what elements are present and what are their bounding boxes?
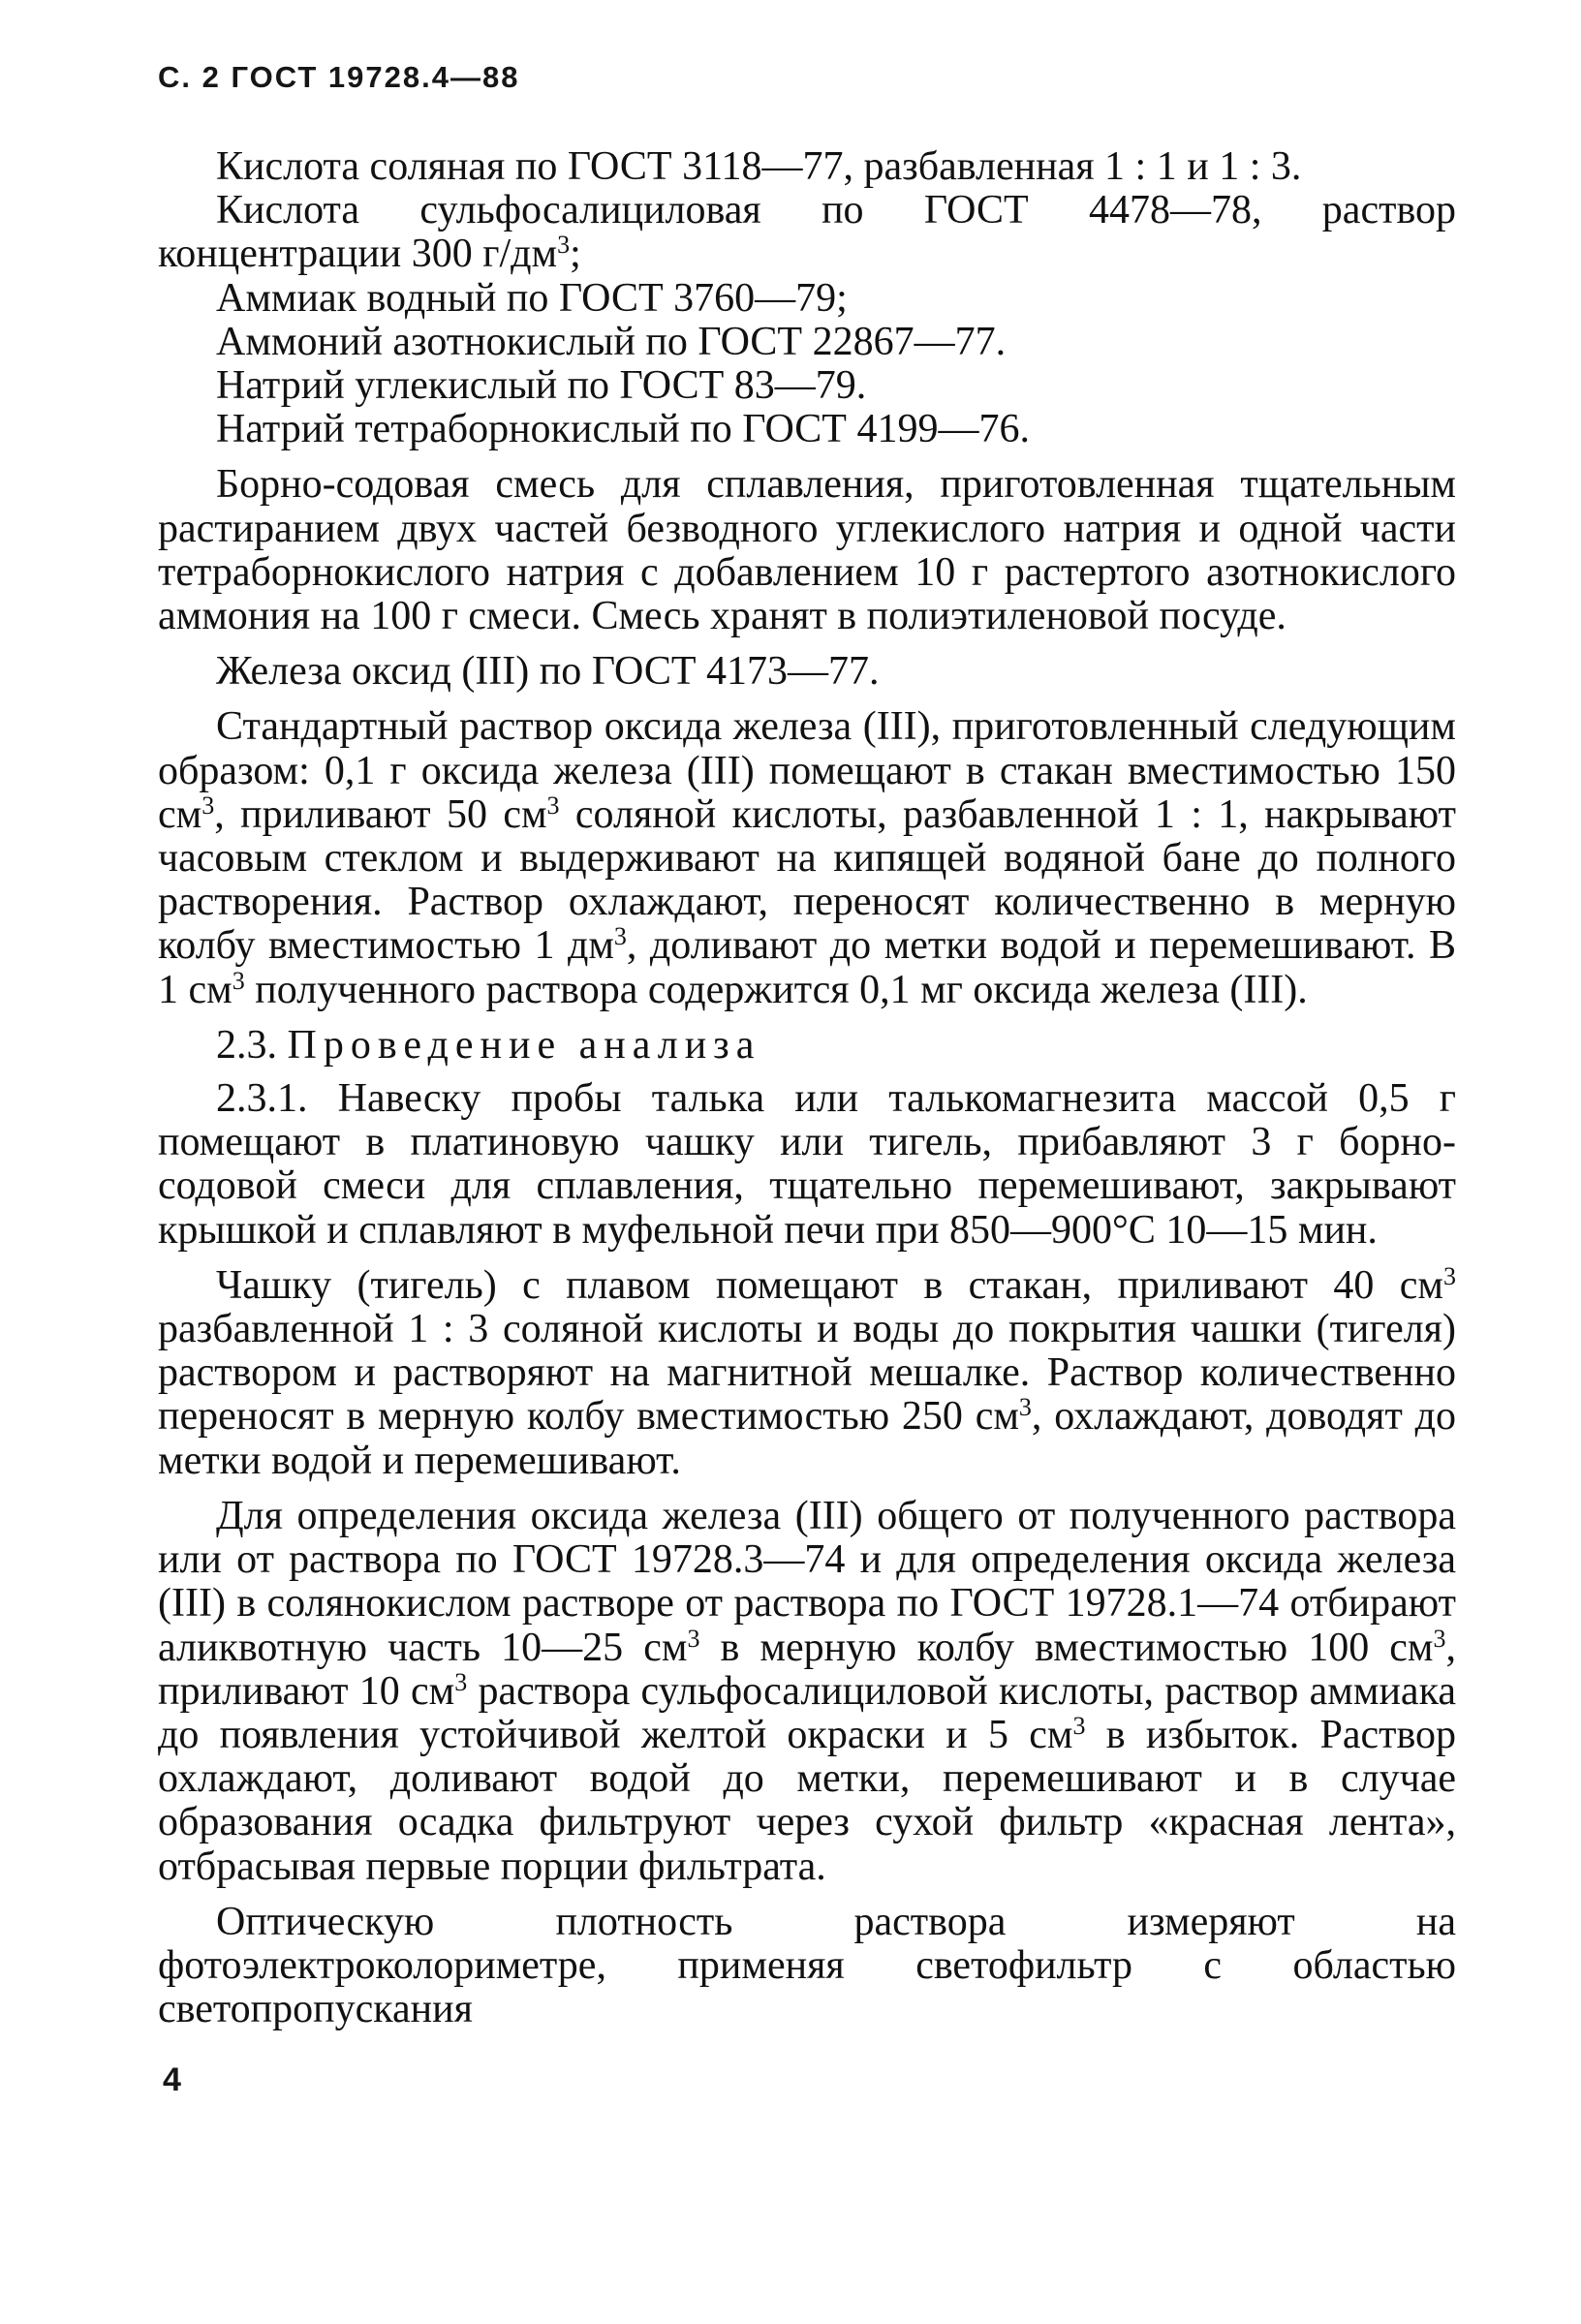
paragraph-text: Кислота сульфосалициловая по ГОСТ 4478—78, раствор концентрации 300 г/дм: [158, 188, 1456, 277]
paragraph-text: Чашку (тигель) с плавом помещают в стакан, приливают 40 см: [216, 1262, 1443, 1308]
paragraph-text: , приливают 50 см: [214, 791, 547, 837]
section-number: 2.3.: [216, 1022, 277, 1068]
procedure-step-optical-density: [158, 1901, 1456, 2032]
paragraph-text: в избыток. Раствор охлаждают, доливают водой до метки, перемешивают и в случае образования осадка фильтруют через сухой фильтр «красная лента», отбрасывая первые порции фильтрата.: [158, 1712, 1456, 1889]
superscript: 3: [202, 790, 215, 820]
paragraph-text: Натрий тетраборнокислый по ГОСТ 4199—76.: [216, 407, 1030, 452]
superscript: 3: [1072, 1711, 1086, 1740]
superscript: 3: [557, 231, 571, 260]
procedure-step-aliquot: [158, 1495, 1456, 1889]
reagent-sodium-carbonate: [158, 364, 1456, 408]
paragraph-text: раствора сульфосалициловой кислоты, раствор аммиака до появления устойчивой желтой окраски и 5 см: [158, 1668, 1456, 1757]
paragraph-text: в мерную колбу вместимостью 100 см: [699, 1625, 1434, 1670]
paragraph-text: соляной кислоты, разбавленной 1 : 1, накрывают часовым стеклом и выдерживают на кипящей водяной бане до полного растворения. Раствор охлаждают, переносят количественно в мерную колбу вместимостью 1 дм: [158, 791, 1456, 969]
paragraph-text: Кислота соляная по ГОСТ 3118—77, разбавленная 1 : 1 и 1 : 3.: [216, 144, 1302, 189]
paragraph-text: ;: [570, 232, 581, 277]
paragraph-text: полученного раствора содержится 0,1 мг оксида железа (III).: [244, 967, 1308, 1012]
section-heading: [158, 1024, 1456, 1068]
procedure-step-dissolution: [158, 1261, 1457, 1483]
paragraph-text: Железа оксид (III) по ГОСТ 4173—77.: [216, 649, 880, 695]
superscript: 3: [1433, 1624, 1446, 1653]
paragraph-text: Оптическую плотность раствора измеряют на фотоэлектроколориметре, применяя светофильтр с областью светопропускания: [158, 1899, 1456, 2032]
reagent-standard-solution: [158, 705, 1456, 1011]
body-text: [158, 145, 1456, 2031]
paragraph-text: Для определения оксида железа (III) общего от полученного раствора или от раствора по ГОСТ 19728.3—74 и для определения оксида железа (III) в солянокислом растворе от раствора по ГОСТ 19728.1—74 отбирают аликвотную часть 10—25 см: [158, 1493, 1456, 1670]
reagent-sulfosalicylic-acid: [158, 189, 1456, 276]
superscript: 3: [454, 1667, 468, 1696]
reagent-ammonia: [158, 277, 1456, 321]
paragraph-text: Стандартный раствор оксида железа (III), приготовленный следующим образом: 0,1 г оксида железа (III) помещают в стакан вместимостью 150 см: [158, 704, 1456, 837]
superscript: 3: [687, 1624, 700, 1653]
paragraph-text: Аммиак водный по ГОСТ 3760—79;: [216, 275, 848, 321]
reagent-hydrochloric-acid: [158, 145, 1456, 189]
paragraph-text: разбавленной 1 : 3 соляной кислоты и воды до покрытия чашки (тигеля) раствором и растворяют на магнитной мешалке. Раствор количественно переносят в мерную колбу вместимостью 250 см: [158, 1307, 1456, 1440]
paragraph-text: , доливают до метки водой и перемешивают. В 1 см: [158, 923, 1456, 1012]
reagent-borax-soda-mixture: [158, 463, 1456, 638]
section-title: Проведение анализа: [287, 1022, 761, 1068]
superscript: 3: [1018, 1393, 1032, 1422]
paragraph-text: Натрий углекислый по ГОСТ 83—79.: [216, 363, 867, 409]
paragraph-text: 2.3.1. Навеску пробы талька или талькомагнезита массой 0,5 г помещают в платиновую чашку или тигель, прибавляют 3 г борно-содовой смеси для сплавления, тщательно перемешивают, закрывают крышкой и сплавляют в муфельной печи при 850—900°С 10—15 мин.: [158, 1076, 1456, 1253]
paragraph-text: , охлаждают, доводят до метки водой и перемешивают.: [158, 1394, 1457, 1483]
superscript: 3: [613, 922, 627, 951]
page-number: 4: [163, 2061, 181, 2098]
superscript: 3: [1443, 1261, 1456, 1290]
paragraph-text: , приливают 10 см: [158, 1625, 1457, 1714]
paragraph-text: Борно-содовая смесь для сплавления, приготовленная тщательным растиранием двух частей безводного углекислого натрия и одной части тетраборнокислого натрия с добавлением 10 г растертого азотнокислого аммония на 100 г смеси. Смесь хранят в полиэтиленовой посуде.: [158, 462, 1456, 639]
reagent-ammonium-nitrate: [158, 321, 1456, 364]
superscript: 3: [546, 790, 560, 820]
superscript: 3: [232, 966, 245, 995]
paragraph-text: Аммоний азотнокислый по ГОСТ 22867—77.: [216, 319, 1007, 364]
running-header: С. 2 ГОСТ 19728.4—88: [158, 60, 520, 94]
procedure-step-fusion: [158, 1077, 1456, 1253]
reagent-iron-oxide: [158, 650, 1456, 694]
reagent-sodium-tetraborate: [158, 408, 1456, 451]
